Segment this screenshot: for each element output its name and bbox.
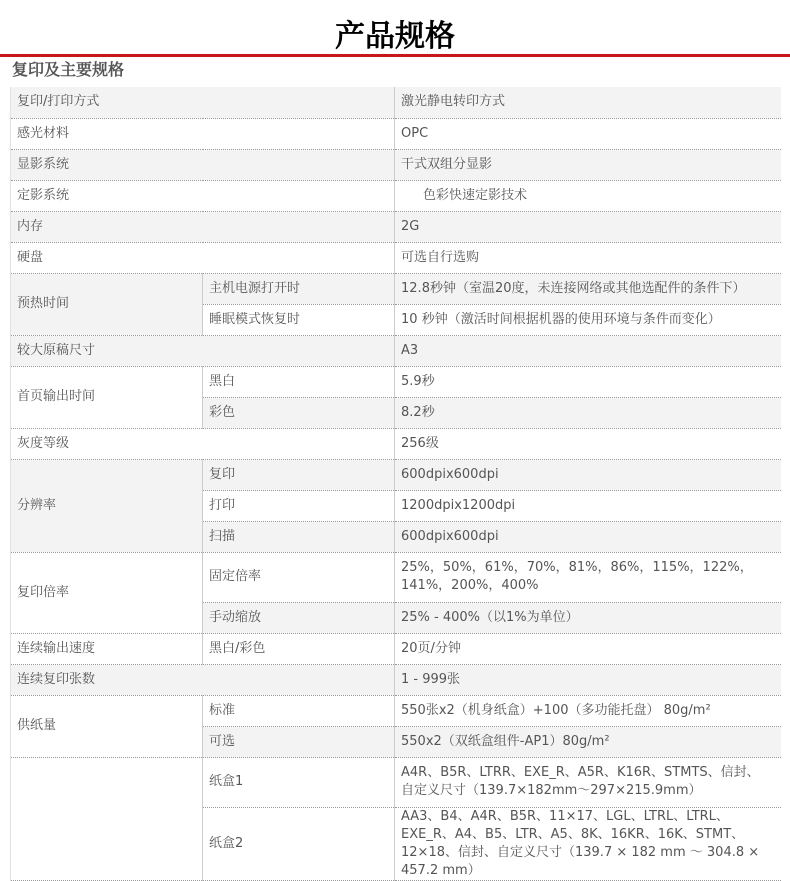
spec-value: 5.9秒 [395,366,781,397]
spec-label: 感光材料 [11,118,395,149]
spec-label: 复印/打印方式 [11,87,395,118]
spec-value: 2G [395,211,781,242]
spec-sublabel: 纸盒1 [203,757,395,807]
table-row [11,242,781,273]
table-row [11,335,781,366]
table-row [11,757,781,807]
spec-value: 干式双组分显影 [395,149,781,180]
table-row [11,428,781,459]
spec-value: 25% - 400%（以1%为单位） [395,602,781,633]
spec-label: 定影系统 [11,180,395,211]
spec-label: 连续输出速度 [11,633,203,664]
spec-value: 色彩快速定影技术 [395,180,781,211]
spec-sublabel: 彩色 [203,397,395,428]
spec-value: A4R、B5R、LTRR、EXE_R、A5R、K16R、STMTS、信封、自定义尺寸（139.7×182mm～297×215.9mm） [395,757,781,807]
spec-sublabel: 睡眠模式恢复时 [203,304,395,335]
spec-label: 分辨率 [11,459,203,552]
spec-value: 8.2秒 [395,397,781,428]
spec-label: 供纸量 [11,695,203,757]
table-row [11,87,781,118]
spec-value: 600dpix600dpi [395,459,781,490]
spec-value: OPC [395,118,781,149]
spec-sublabel: 标准 [203,695,395,726]
spec-sublabel: 打印 [203,490,395,521]
spec-value: 256级 [395,428,781,459]
spec-value: 1 - 999张 [395,664,781,695]
spec-value: 550张x2（机身纸盒）+100（多功能托盘） 80g/m² [395,695,781,726]
spec-value: 10 秒钟（激活时间根据机器的使用环境与条件而变化） [395,304,781,335]
spec-label: 复印倍率 [11,552,203,633]
spec-value: 25%，50%，61%，70%，81%，86%，115%，122%，141%，200%，400% [395,552,781,602]
table-row [11,149,781,180]
spec-label: 较大原稿尺寸 [11,335,395,366]
spec-value: 激光静电转印方式 [395,87,781,118]
spec-sublabel: 黑白/彩色 [203,633,395,664]
table-row [11,695,781,726]
spec-value: 12.8秒钟（室温20度，未连接网络或其他选配件的条件下） [395,273,781,304]
spec-sublabel: 复印 [203,459,395,490]
spec-value: 20页/分钟 [395,633,781,664]
spec-label: 硬盘 [11,242,395,273]
spec-label: 显影系统 [11,149,395,180]
spec-label: 预热时间 [11,273,203,335]
table-row [11,664,781,695]
page-title: 产品规格 [335,19,455,54]
table-row [11,211,781,242]
table-row [11,633,781,664]
table-row [11,459,781,490]
spec-sublabel: 手动缩放 [203,602,395,633]
spec-sublabel: 扫描 [203,521,395,552]
spec-label: 首页输出时间 [11,366,203,428]
spec-sublabel: 黑白 [203,366,395,397]
spec-table [10,87,781,881]
spec-label: 内存 [11,211,395,242]
table-row [11,118,781,149]
spec-label: 连续复印张数 [11,664,395,695]
spec-value: A3 [395,335,781,366]
table-row [11,273,781,304]
spec-sublabel: 可选 [203,726,395,757]
spec-sublabel: 主机电源打开时 [203,273,395,304]
table-row [11,366,781,397]
spec-value: 1200dpix1200dpi [395,490,781,521]
spec-value: 600dpix600dpi [395,521,781,552]
section-title: 复印及主要规格 [12,60,125,79]
spec-sublabel: 固定倍率 [203,552,395,602]
table-row [11,180,781,211]
spec-label-empty [11,757,203,880]
table-row [11,552,781,602]
spec-value: AA3、B4、A4R、B5R、11×17、LGL、LTRL、LTRL、EXE_R、A4、B5、LTR、A5、8K、16KR、16K、STMT、12×18、信封、自定义尺寸（139.7 × 182 mm ～ 304.8 × 457.2 mm） [395,807,781,880]
spec-value: 可选自行选购 [395,242,781,273]
spec-value: 550x2（双纸盒组件-AP1）80g/m² [395,726,781,757]
spec-sublabel: 纸盒2 [203,807,395,880]
spec-label: 灰度等级 [11,428,395,459]
